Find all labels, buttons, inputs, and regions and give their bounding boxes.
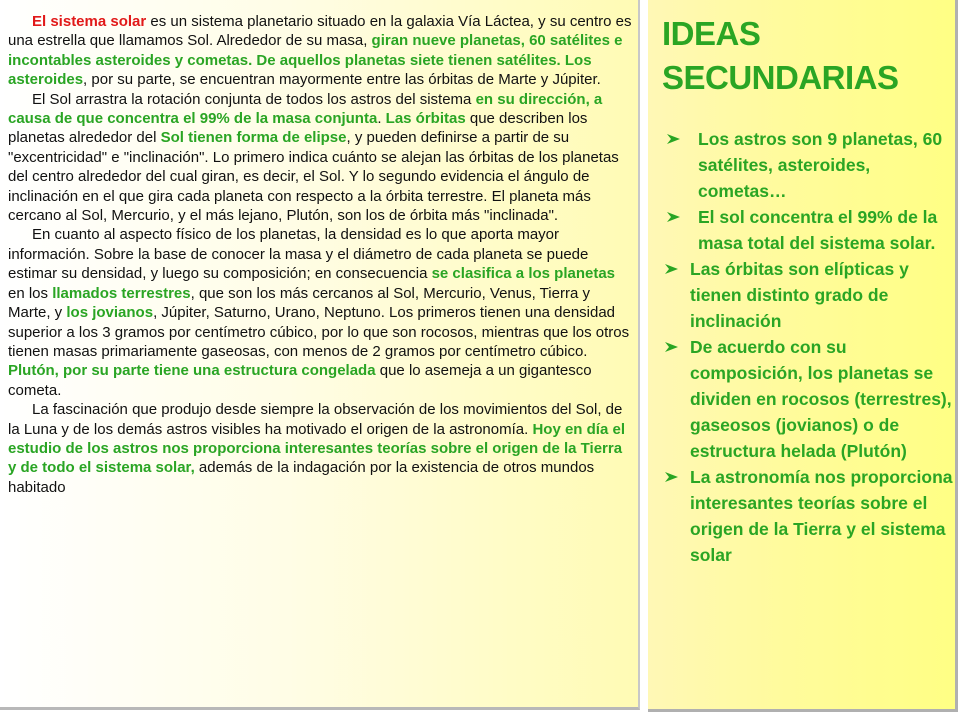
idea-text: Las órbitas son elípticas y tienen distinto grado de inclinación	[690, 259, 909, 331]
idea-item	[662, 334, 954, 464]
highlighted-phrase: Las órbitas	[385, 110, 466, 128]
arrow-check-bullet-icon	[664, 340, 679, 354]
paragraph-2	[8, 90, 634, 226]
main-text	[8, 12, 634, 497]
highlighted-phrase: en su dirección, a causa de que concentra el 99% de la masa conjunta	[8, 90, 603, 128]
idea-item	[662, 126, 954, 204]
idea-item	[662, 256, 954, 334]
paragraph-4	[8, 400, 634, 497]
text-run: , que son los más cercanos al Sol, Mercurio, Venus, Tierra y Marte, y	[8, 284, 590, 322]
text-run: en los	[8, 284, 53, 302]
idea-text: De acuerdo con su composición, los planetas se dividen en rocosos (terrestres), gaseosos (jovianos) o de estructura helada (Plutón)	[690, 337, 952, 461]
arrow-check-bullet-icon	[666, 210, 681, 224]
idea-text: Los astros son 9 planetas, 60 satélites, asteroides, cometas…	[698, 129, 943, 201]
highlighted-phrase: giran nueve planetas, 60 satélites e incontables asteroides y cometas. De aquellos planetas siete tienen satélites. Los asteroides	[8, 32, 623, 89]
ideas-title: IDEAS SECUNDARIAS	[662, 15, 899, 96]
highlighted-phrase: Hoy en día el estudio de los astros nos proporciona interesantes teorías sobre el origen de la Tierra y de todo el sistema solar,	[8, 420, 625, 477]
idea-item	[662, 204, 954, 256]
text-run: que lo asemeja a un gigantesco cometa.	[8, 362, 592, 399]
text-run: En cuanto al aspecto físico de los planetas, la densidad es lo que aporta mayor información. Sobre la base de conocer la masa y el diámetro de cada planeta se puede estimar su densidad, y luego su composición; en consecuencia	[8, 226, 589, 283]
idea-item	[662, 464, 954, 568]
paragraph-1	[8, 12, 634, 90]
highlighted-phrase: Plutón, por su parte tiene una estructura congelada	[8, 362, 376, 380]
text-run: , y pueden definirse a partir de su "excentricidad" e "inclinación". Lo primero indica cuánto se alejan las órbitas de los planetas del centro alrededor del cual giran, es decir, el Sol. Y lo segundo evidencia el ángulo de inclinación en el que gira cada planeta con respecto a la órbita terrestre. El planeta más cercano al Sol, Mercurio, y el más lejano, Plutón, son los de órbita más "inclinada".	[8, 129, 619, 225]
text-run: es un sistema planetario situado en la galaxia Vía Láctea, y su centro es una estrella que llamamos Sol. Alrededor de su masa,	[8, 13, 632, 50]
ideas-panel	[648, 0, 958, 712]
idea-text: La astronomía nos proporciona interesantes teorías sobre el origen de la Tierra y el sistema solar	[690, 467, 953, 565]
text-run: además de la indagación por la existencia de otros mundos habitado	[8, 459, 595, 496]
arrow-check-bullet-icon	[664, 262, 679, 276]
arrow-check-bullet-icon	[666, 132, 681, 146]
paragraph-3	[8, 225, 634, 400]
highlighted-phrase: los jovianos	[66, 304, 154, 322]
arrow-check-bullet-icon	[664, 470, 679, 484]
idea-text: El sol concentra el 99% de la masa total del sistema solar.	[698, 207, 938, 253]
text-run: que describen los planetas alrededor del	[8, 110, 588, 147]
highlighted-phrase: se clasifica a los planetas	[431, 265, 616, 283]
highlighted-phrase: Sol tienen forma de elipse	[160, 129, 347, 147]
highlighted-phrase: El sistema solar	[32, 13, 147, 30]
text-run: .	[377, 110, 386, 128]
text-run: El Sol arrastra la rotación conjunta de todos los astros del sistema	[32, 90, 476, 108]
ideas-list	[662, 126, 954, 568]
text-run: , Júpiter, Saturno, Urano, Neptuno. Los primeros tienen una densidad superior a los 3 gramos por centímetro cúbico, por lo que son rocosos, mientras que los otros tienen masas primariamente gaseosas, con menos de 2 gramos por centímetro cúbico.	[8, 304, 630, 360]
text-run: , por su parte, se encuentran mayormente entre las órbitas de Marte y Júpiter.	[83, 71, 601, 89]
highlighted-phrase: llamados terrestres	[52, 284, 191, 302]
text-run: La fascinación que produjo desde siempre la observación de los movimientos del Sol, de la Luna y de los demás astros visibles ha motivado el origen de la astronomía.	[8, 401, 623, 438]
